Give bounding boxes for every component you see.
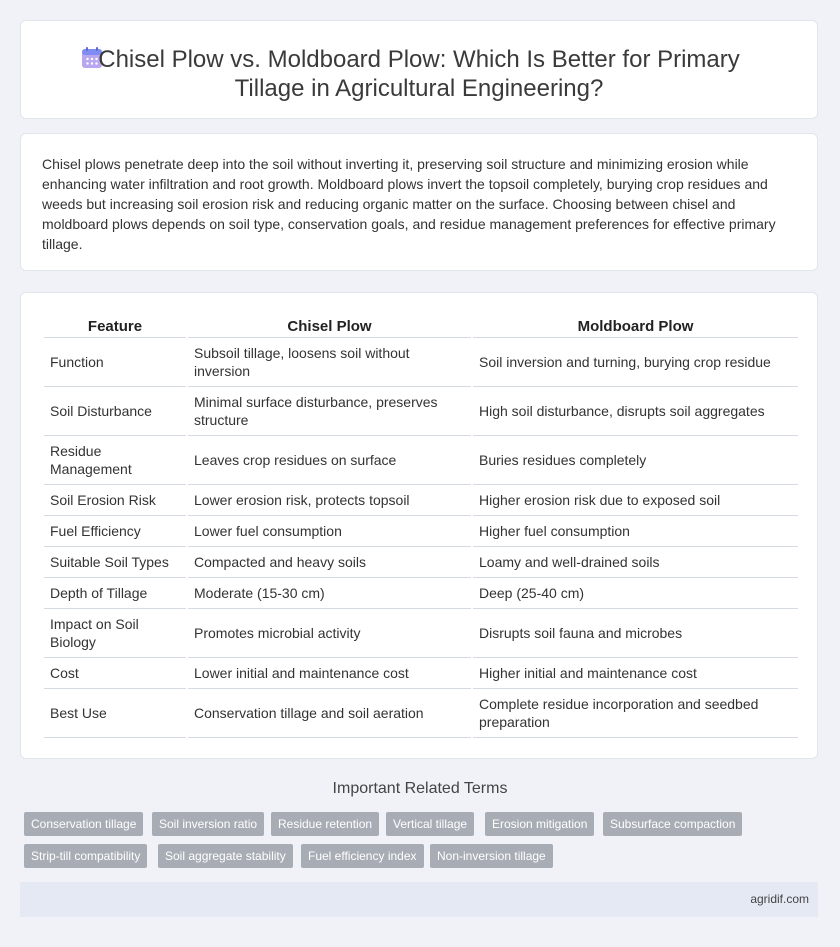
table-cell: Suitable Soil Types	[44, 547, 186, 578]
intro-card	[20, 133, 818, 271]
table-cell: Function	[44, 338, 186, 387]
tag-vertical-tillage[interactable]: Vertical tillage	[386, 812, 474, 836]
table-cell: Best Use	[44, 689, 186, 738]
table-cell: Deep (25-40 cm)	[473, 578, 798, 609]
tag-erosion-mitigation[interactable]: Erosion mitigation	[485, 812, 594, 836]
table-cell: Buries residues completely	[473, 436, 798, 485]
page-title	[21, 45, 817, 103]
title-card	[20, 20, 818, 119]
tag-soil-inversion-ratio[interactable]: Soil inversion ratio	[152, 812, 264, 836]
table-cell: Impact on Soil Biology	[44, 609, 186, 658]
table-cell: Disrupts soil fauna and microbes	[473, 609, 798, 658]
page-title-line-1: Chisel Plow vs. Moldboard Plow: Which Is Better for Primary	[98, 46, 740, 73]
table-row	[44, 658, 798, 689]
table-cell: Residue Management	[44, 436, 186, 485]
table-cell: Lower fuel consumption	[188, 516, 471, 547]
intro-paragraph: Chisel plows penetrate deep into the soil without inverting it, preserving soil structure and minimizing erosion while enhancing water infiltration and root growth. Moldboard plows invert the topsoil completely, burying crop residues and weeds but increasing soil erosion risk and reducing organic matter on the surface. Choosing between chisel and moldboard plows depends on soil type, conservation goals, and residue management preferences for effective primary tillage.	[42, 156, 776, 252]
footer-bar	[20, 882, 818, 917]
table-cell: Compacted and heavy soils	[188, 547, 471, 578]
table-row	[44, 387, 798, 436]
table-row	[44, 436, 798, 485]
table-cell: Leaves crop residues on surface	[188, 436, 471, 485]
tag-residue-retention[interactable]: Residue retention	[271, 812, 379, 836]
tag-strip-till-compatibility[interactable]: Strip-till compatibility	[24, 844, 147, 868]
table-cell: Lower erosion risk, protects topsoil	[188, 485, 471, 516]
table-cell: High soil disturbance, disrupts soil aggregates	[473, 387, 798, 436]
table-cell: Fuel Efficiency	[44, 516, 186, 547]
table-cell: Lower initial and maintenance cost	[188, 658, 471, 689]
table-cell: Soil Disturbance	[44, 387, 186, 436]
table-cell: Soil Erosion Risk	[44, 485, 186, 516]
table-row	[44, 609, 798, 658]
table-cell: Complete residue incorporation and seedbed preparation	[473, 689, 798, 738]
tag-non-inversion-tillage[interactable]: Non-inversion tillage	[430, 844, 553, 868]
column-header: Chisel Plow	[188, 315, 471, 338]
table-cell: Subsoil tillage, loosens soil without inversion	[188, 338, 471, 387]
table-cell: Higher initial and maintenance cost	[473, 658, 798, 689]
table-cell: Minimal surface disturbance, preserves structure	[188, 387, 471, 436]
table-cell: Higher fuel consumption	[473, 516, 798, 547]
table-header-row	[44, 315, 798, 338]
table-cell: Promotes microbial activity	[188, 609, 471, 658]
column-header: Feature	[44, 315, 186, 338]
tag-soil-aggregate-stability[interactable]: Soil aggregate stability	[158, 844, 293, 868]
footer-site-link[interactable]: agridif.com	[750, 892, 809, 906]
table-cell: Conservation tillage and soil aeration	[188, 689, 471, 738]
tag-conservation-tillage[interactable]: Conservation tillage	[24, 812, 143, 836]
page-title-line-2: Tillage in Agricultural Engineering?	[234, 75, 604, 102]
table-cell: Moderate (15-30 cm)	[188, 578, 471, 609]
table-row	[44, 689, 798, 738]
comparison-table-card	[20, 292, 818, 759]
related-terms-title: Important Related Terms	[332, 780, 508, 797]
table-row	[44, 547, 798, 578]
table-cell: Cost	[44, 658, 186, 689]
table-row	[44, 578, 798, 609]
table-row	[44, 516, 798, 547]
table-cell: Soil inversion and turning, burying crop residue	[473, 338, 798, 387]
table-cell: Higher erosion risk due to exposed soil	[473, 485, 798, 516]
table-cell: Loamy and well-drained soils	[473, 547, 798, 578]
table-cell: Depth of Tillage	[44, 578, 186, 609]
comparison-table	[42, 315, 800, 738]
table-row	[44, 485, 798, 516]
tag-fuel-efficiency-index[interactable]: Fuel efficiency index	[301, 844, 424, 868]
tag-subsurface-compaction[interactable]: Subsurface compaction	[603, 812, 742, 836]
column-header: Moldboard Plow	[473, 315, 798, 338]
table-row	[44, 338, 798, 387]
